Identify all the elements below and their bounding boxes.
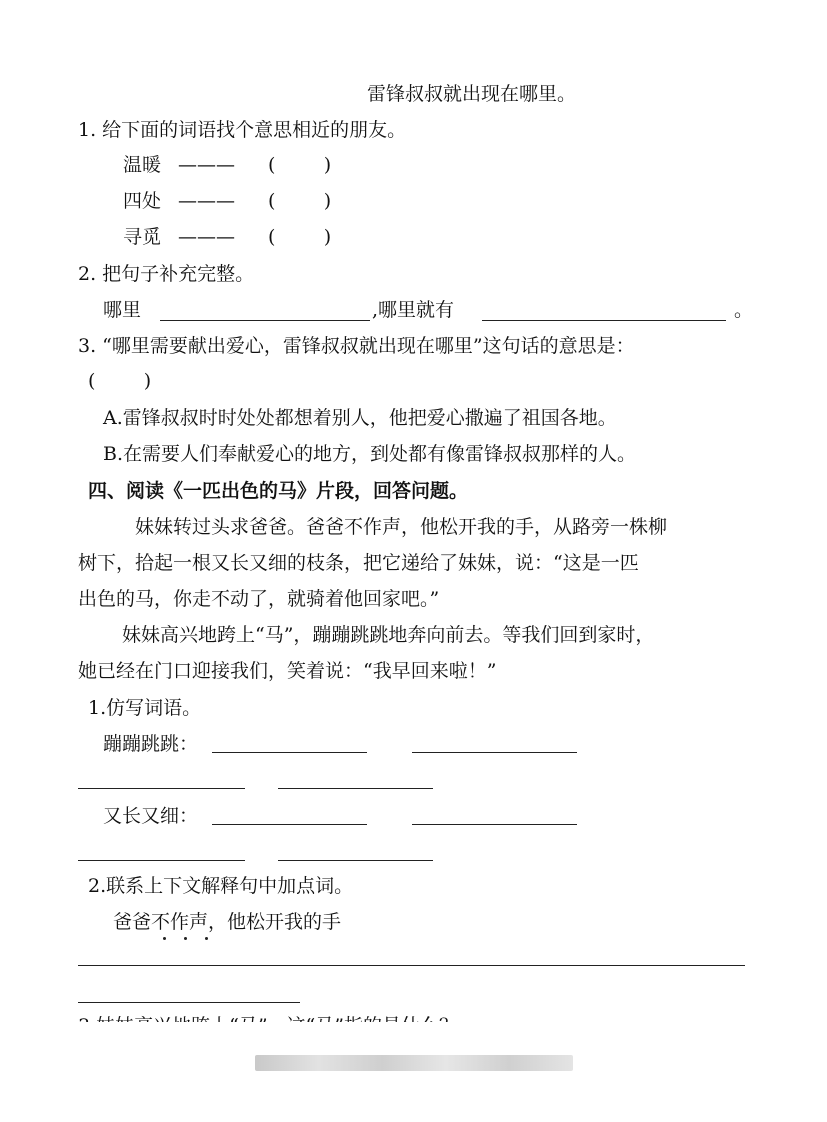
subq1-word1-label: 蹦蹦跳跳： [103, 733, 199, 755]
q2-middle: ,哪里就有 [372, 299, 455, 321]
subq2-sentence: 爸爸不作声，他松开我的手 [113, 911, 342, 933]
q1-paren-1: ( ) [268, 154, 332, 176]
subq1-blank-3[interactable] [78, 788, 245, 789]
subq1-blank-5[interactable] [212, 824, 367, 825]
passage-para1-line3: 出色的马，你走不动了，就骑着他回家吧。” [78, 588, 440, 610]
emphasis-dot-1 [163, 937, 166, 940]
passage-para1-line2: 树下，拾起一根又长又细的枝条，把它递给了妹妹，说：“这是一匹 [78, 552, 639, 574]
q2-prefix: 哪里 [103, 299, 142, 321]
q1-paren-2: ( ) [268, 190, 332, 212]
q2-title: 2. 把句子补充完整。 [78, 263, 255, 285]
q1-dash-1: ——— [178, 154, 235, 176]
subq2-title: 2.联系上下文解释句中加点词。 [88, 875, 354, 897]
q3-option-b: B.在需要人们奉献爱心的地方，到处都有像雷锋叔叔那样的人。 [103, 443, 637, 465]
subq1-blank-8[interactable] [278, 860, 433, 861]
emphasis-dot-3 [205, 937, 208, 940]
q2-blank-2[interactable] [482, 320, 726, 321]
subq1-blank-7[interactable] [78, 860, 245, 861]
subq2-answer-line-2[interactable] [78, 1002, 300, 1003]
q1-paren-3: ( ) [268, 226, 332, 248]
subq1-word2-label: 又长又细： [103, 805, 199, 827]
q1-word-1: 温暖 [123, 154, 162, 176]
passage-para2-line2: 她已经在门口迎接我们，笑着说：“我早回来啦！” [78, 660, 497, 682]
subq1-blank-2[interactable] [412, 752, 577, 753]
q3-option-a: A.雷锋叔叔时时处处都想着别人，他把爱心撒遍了祖国各地。 [103, 407, 617, 429]
q1-dash-3: ——— [178, 226, 235, 248]
emphasis-dot-2 [184, 937, 187, 940]
subq1-blank-6[interactable] [412, 824, 577, 825]
subq1-blank-4[interactable] [278, 788, 433, 789]
subq2-answer-line-1[interactable] [78, 965, 745, 966]
q2-end: 。 [734, 299, 754, 321]
section4-heading: 四、阅读《一匹出色的马》片段，回答问题。 [88, 480, 469, 502]
passage-para1-line1: 妹妹转过头求爸爸。爸爸不作声，他松开我的手，从路旁一株柳 [135, 516, 668, 538]
q2-blank-1[interactable] [160, 320, 370, 321]
q1-word-3: 寻觅 [123, 226, 162, 248]
page-cutoff [0, 1022, 827, 1122]
blurred-watermark [255, 1055, 573, 1071]
top-line: 雷锋叔叔就出现在哪里。 [367, 83, 577, 105]
q1-dash-2: ——— [178, 190, 235, 212]
subq1-blank-1[interactable] [212, 752, 367, 753]
q1-word-2: 四处 [123, 190, 162, 212]
passage-para2-line1: 妹妹高兴地跨上“马”，蹦蹦跳跳地奔向前去。等我们回到家时， [122, 624, 655, 646]
q1-title: 1. 给下面的词语找个意思相近的朋友。 [78, 119, 407, 141]
subq1-title: 1.仿写词语。 [88, 697, 202, 719]
q3-paren[interactable]: ( ) [88, 370, 152, 392]
q3-title: 3. “哪里需要献出爱心，雷锋叔叔就出现在哪里”这句话的意思是： [78, 335, 635, 357]
